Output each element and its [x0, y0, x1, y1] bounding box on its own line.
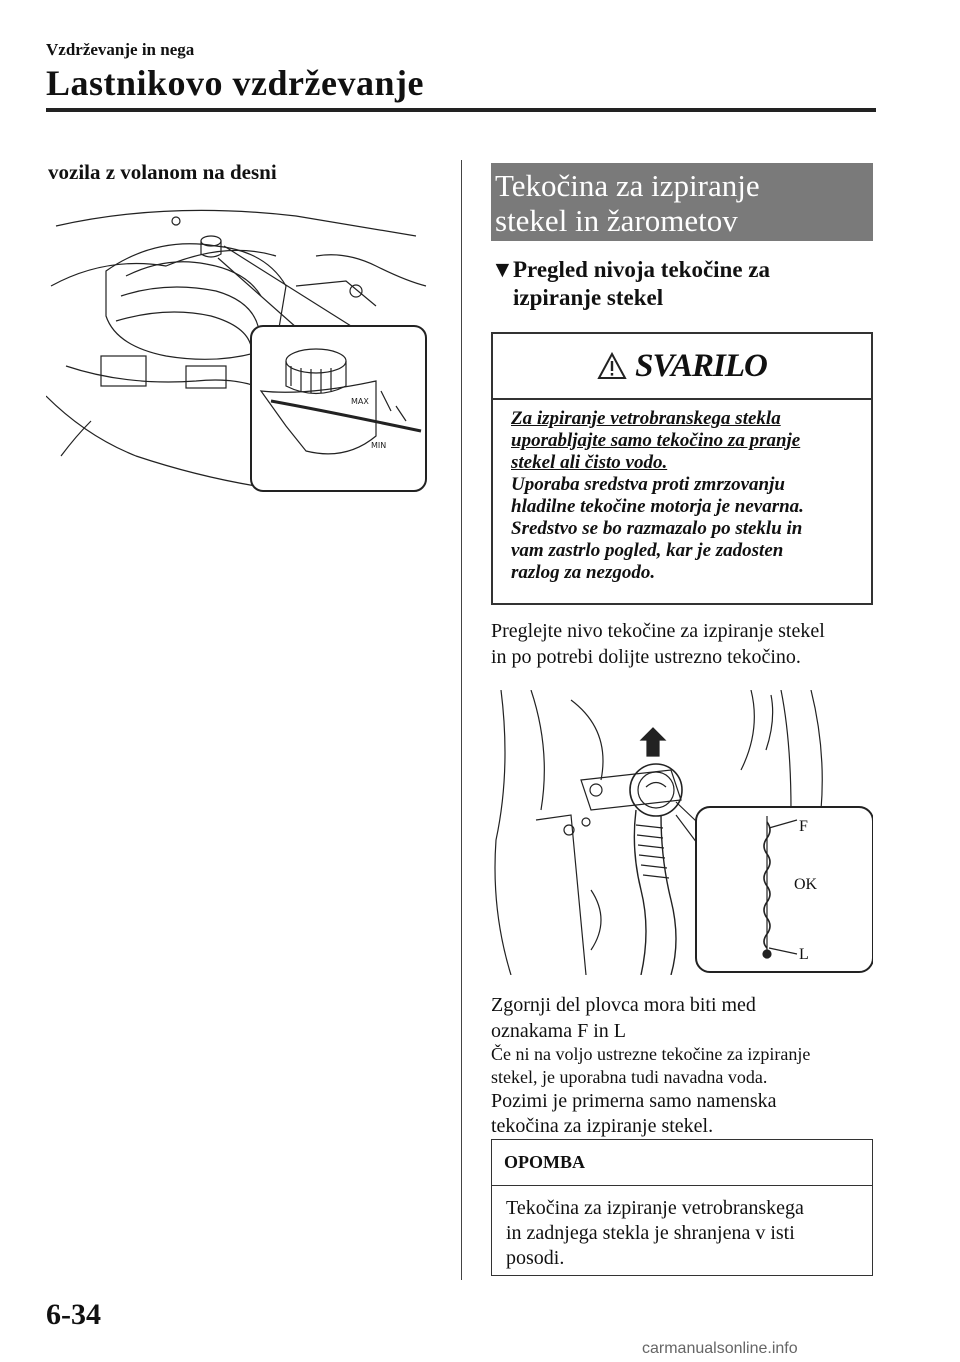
column-divider	[461, 160, 462, 1280]
section-title-line2: stekel in žarometov	[495, 203, 738, 238]
warning-title: SVARILO	[635, 347, 767, 384]
triangle-bullet-icon: ▼	[491, 257, 514, 282]
paragraph-line: in po potrebi dolijte ustrezno tekočino.	[491, 646, 801, 668]
paragraph-line: Pozimi je primerna samo namenska	[491, 1090, 777, 1112]
warning-triangle-icon	[597, 352, 627, 380]
subheading	[491, 256, 871, 312]
page-number: 6-34	[46, 1298, 101, 1331]
chapter-title: Lastnikovo vzdrževanje	[46, 63, 424, 103]
washer-reservoir-illustration	[491, 690, 873, 975]
watermark: carmanualsonline.info	[642, 1340, 798, 1357]
svg-text:MAX: MAX	[351, 397, 369, 406]
warning-line: Sredstvo se bo razmazalo po steklu in	[511, 518, 803, 539]
subheading-line1: Pregled nivoja tekočine za	[513, 257, 770, 282]
warning-line: vam zastrlo pogled, kar je zadosten	[511, 540, 784, 561]
note-title: OPOMBA	[492, 1140, 872, 1186]
svg-text:MIN: MIN	[371, 441, 387, 450]
header-rule	[46, 108, 876, 112]
paragraph-water	[491, 1043, 881, 1139]
warning-line: uporabljajte samo tekočino za pranje	[511, 430, 801, 451]
paragraph-line: tekočina za izpiranje stekel.	[491, 1115, 714, 1137]
note-text	[492, 1186, 872, 1271]
warning-line: hladilne tekočine motorja je nevarna.	[511, 496, 804, 517]
paragraph-line: stekel, je uporabna tudi navadna voda.	[491, 1067, 768, 1087]
note-line: in zadnjega stekla je shranjena v isti	[506, 1222, 795, 1244]
warning-text	[493, 400, 871, 584]
warning-line: stekel ali čisto vodo.	[511, 452, 668, 473]
warning-line: Za izpiranje vetrobranskega stekla	[511, 408, 781, 429]
figure-label-l: L	[799, 946, 809, 963]
warning-box	[491, 332, 873, 605]
figure-caption: vozila z volanom na desni	[48, 160, 277, 184]
warning-line: razlog za nezgodo.	[511, 562, 656, 583]
note-line: Tekočina za izpiranje vetrobranskega	[506, 1197, 804, 1219]
figure-label-f: F	[799, 818, 808, 835]
paragraph-line: Preglejte nivo tekočine za izpiranje stekel	[491, 620, 825, 642]
section-title-line1: Tekočina za izpiranje	[495, 168, 760, 203]
paragraph-line: Če ni na voljo ustrezne tekočine za izpiranje	[491, 1044, 811, 1064]
figure-label-ok: OK	[794, 876, 818, 893]
note-line: posodi.	[506, 1247, 565, 1269]
paragraph-inspect	[491, 618, 881, 670]
note-box	[491, 1139, 873, 1276]
paragraph-float	[491, 992, 881, 1044]
warning-line: Uporaba sredstva proti zmrzovanju	[511, 474, 785, 495]
paragraph-line: oznakama F in L	[491, 1020, 626, 1042]
warning-header	[493, 334, 871, 400]
engine-bay-illustration	[46, 196, 438, 496]
section-title-bar	[491, 163, 873, 241]
section-label: Vzdrževanje in nega	[46, 40, 195, 59]
paragraph-line: Zgornji del plovca mora biti med	[491, 994, 756, 1016]
subheading-line2: izpiranje stekel	[513, 285, 664, 310]
